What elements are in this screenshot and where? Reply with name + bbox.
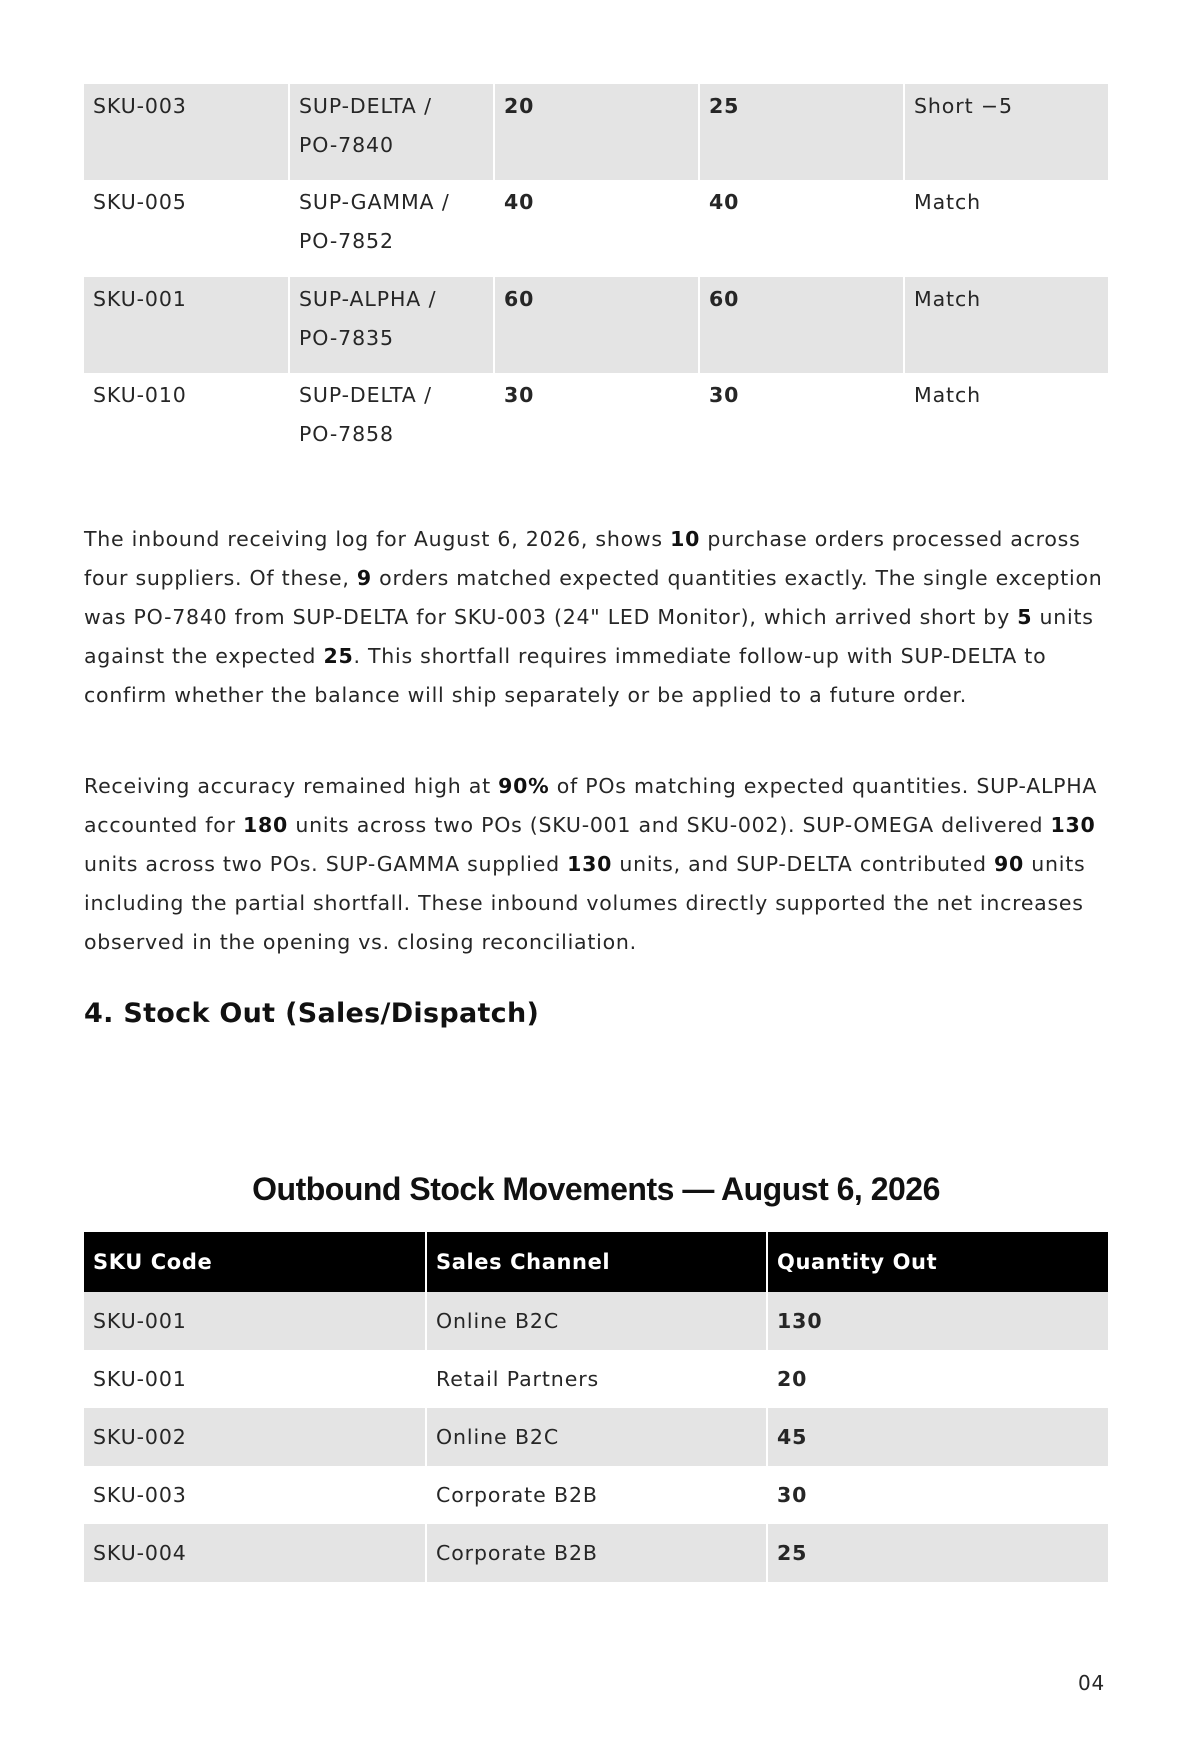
received-qty-cell: 60 (699, 277, 904, 373)
quantity-cell: 45 (767, 1408, 1108, 1466)
table-row (84, 180, 1108, 277)
outbound-table-container (84, 1232, 1108, 1582)
section-heading: 4. Stock Out (Sales/Dispatch) (84, 998, 540, 1029)
supplier-text: SUP-GAMMA / (299, 190, 450, 214)
inbound-summary-paragraph (84, 520, 1108, 715)
column-header-quantity: Quantity Out (767, 1232, 1108, 1292)
status-cell: Match (904, 277, 1108, 373)
paragraph-text: orders matched expected quantities exactly. The single exception was PO-7840 from SUP-DELTA for SKU-003 (24" LED Monitor), which arrived short by (84, 566, 1103, 629)
received-qty-cell: 25 (699, 84, 904, 180)
channel-cell: Retail Partners (426, 1350, 767, 1408)
supplier-po-cell (289, 373, 494, 469)
table-row (84, 84, 1108, 180)
channel-cell: Corporate B2B (426, 1466, 767, 1524)
supplier-po-cell (289, 84, 494, 180)
paragraph-text: of POs matching expected quantities. SUP-ALPHA accounted for (84, 774, 1098, 837)
alpha-units: 180 (243, 813, 289, 837)
sku-cell: SKU-002 (84, 1408, 426, 1466)
delta-units: 90 (993, 852, 1025, 876)
channel-cell: Online B2C (426, 1292, 767, 1350)
po-count: 10 (670, 527, 701, 551)
sku-cell: SKU-010 (84, 373, 289, 469)
accuracy-percent: 90% (498, 774, 550, 798)
received-qty-cell: 40 (699, 180, 904, 277)
paragraph-text: units across two POs (SKU-001 and SKU-002). SUP-OMEGA delivered (288, 813, 1051, 837)
paragraph-text: units across two POs. SUP-GAMMA supplied (84, 852, 568, 876)
sku-cell: SKU-004 (84, 1524, 426, 1582)
status-cell: Match (904, 373, 1108, 469)
table-row (84, 277, 1108, 373)
channel-cell: Online B2C (426, 1408, 767, 1466)
quantity-cell: 130 (767, 1292, 1108, 1350)
channel-cell: Corporate B2B (426, 1524, 767, 1582)
receiving-accuracy-paragraph (84, 767, 1108, 962)
outbound-table-title: Outbound Stock Movements — August 6, 2026 (252, 1171, 940, 1207)
table-row (84, 1524, 1108, 1582)
expected-units: 25 (323, 644, 354, 668)
matched-count: 9 (356, 566, 372, 590)
paragraph-text: purchase orders processed across four suppliers. Of these, (84, 527, 1081, 590)
sku-cell: SKU-001 (84, 1292, 426, 1350)
supplier-po-cell (289, 180, 494, 277)
inbound-receiving-table (84, 84, 1108, 469)
supplier-text: SUP-DELTA / (299, 94, 432, 118)
quantity-cell: 30 (767, 1466, 1108, 1524)
expected-qty-cell: 40 (494, 180, 699, 277)
paragraph-text: units including the partial shortfall. These inbound volumes directly supported the net increases observed in the opening vs. closing reconciliation. (84, 852, 1086, 954)
gamma-units: 130 (567, 852, 613, 876)
po-text: PO-7858 (299, 422, 394, 446)
table-row (84, 373, 1108, 469)
column-header-sku: SKU Code (84, 1232, 426, 1292)
table-header-row (84, 1232, 1108, 1292)
table-row (84, 1292, 1108, 1350)
omega-units: 130 (1050, 813, 1096, 837)
paragraph-text: Receiving accuracy remained high at (84, 774, 499, 798)
supplier-po-cell (289, 277, 494, 373)
expected-qty-cell: 30 (494, 373, 699, 469)
po-text: PO-7835 (299, 326, 394, 350)
status-cell: Match (904, 180, 1108, 277)
received-qty-cell: 30 (699, 373, 904, 469)
table-row (84, 1350, 1108, 1408)
sku-cell: SKU-003 (84, 1466, 426, 1524)
paragraph-text: The inbound receiving log for August 6, 2026, shows (84, 527, 671, 551)
paragraph-text: . This shortfall requires immediate follow-up with SUP-DELTA to confirm whether the balance will ship separately or be applied to a future order. (84, 644, 1047, 707)
po-text: PO-7840 (299, 133, 394, 157)
supplier-text: SUP-ALPHA / (299, 287, 437, 311)
quantity-cell: 25 (767, 1524, 1108, 1582)
expected-qty-cell: 60 (494, 277, 699, 373)
sku-cell: SKU-003 (84, 84, 289, 180)
report-page (84, 84, 1108, 1565)
paragraph-text: units, and SUP-DELTA contributed (612, 852, 994, 876)
table-row (84, 1408, 1108, 1466)
table-row (84, 1466, 1108, 1524)
page-number: 04 (1078, 1671, 1106, 1695)
column-header-channel: Sales Channel (426, 1232, 767, 1292)
short-units: 5 (1017, 605, 1033, 629)
sku-cell: SKU-001 (84, 277, 289, 373)
sku-cell: SKU-005 (84, 180, 289, 277)
supplier-text: SUP-DELTA / (299, 383, 432, 407)
expected-qty-cell: 20 (494, 84, 699, 180)
status-cell: Short −5 (904, 84, 1108, 180)
outbound-stock-table (84, 1232, 1108, 1582)
po-text: PO-7852 (299, 229, 394, 253)
paragraph-text: units against the expected (84, 605, 1094, 668)
quantity-cell: 20 (767, 1350, 1108, 1408)
sku-cell: SKU-001 (84, 1350, 426, 1408)
